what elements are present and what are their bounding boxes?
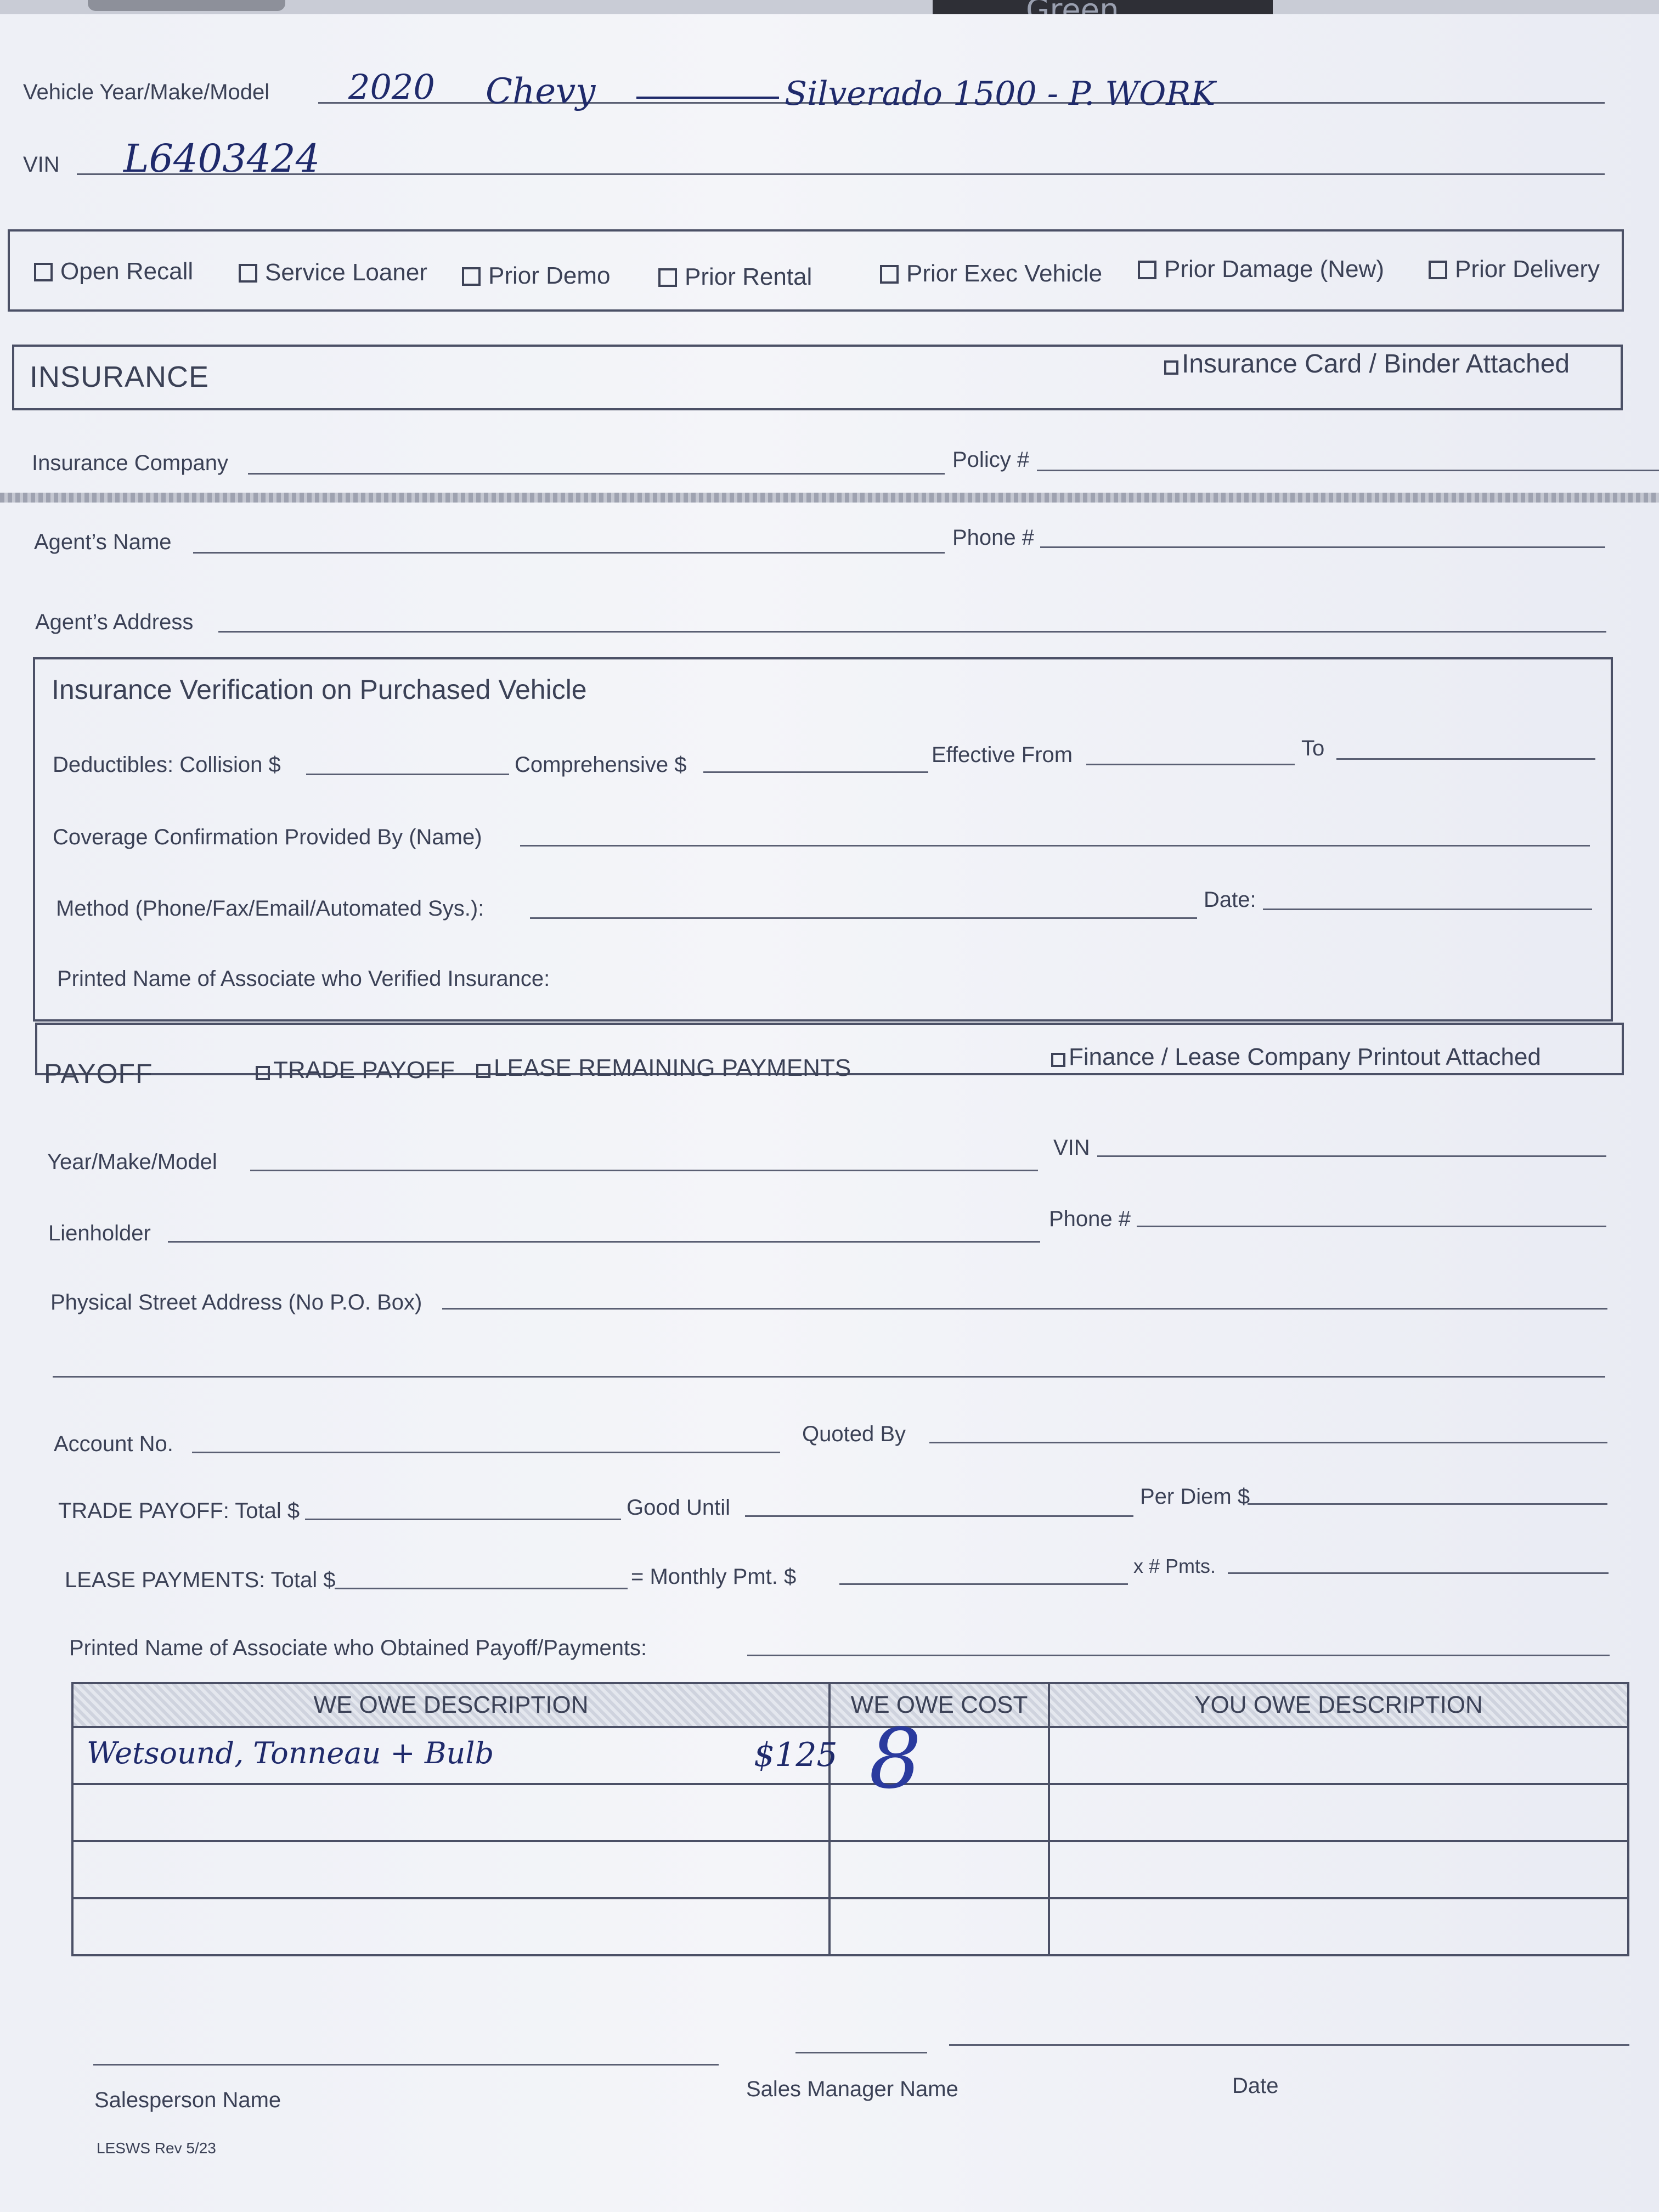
- payoff-heading: PAYOFF: [44, 1058, 153, 1089]
- payoff-ymm-label: Year/Make/Model: [47, 1150, 217, 1174]
- checkbox-prior-damage[interactable]: [1138, 256, 1384, 283]
- checkbox-label: Prior Delivery: [1455, 256, 1600, 283]
- to-label: To: [1301, 736, 1325, 760]
- lease-total-line: [335, 1588, 628, 1589]
- num-pmts-line: [1228, 1572, 1609, 1574]
- vin-label: VIN: [23, 153, 60, 177]
- deductibles-label: Deductibles: Collision $: [53, 753, 281, 777]
- checkbox-service-loaner[interactable]: [239, 259, 427, 286]
- checkbox-label: Prior Demo: [488, 262, 611, 289]
- photo-top-edge: [0, 0, 1659, 14]
- you-owe-desc-cell[interactable]: [1049, 1784, 1628, 1841]
- monthly-line: [839, 1583, 1128, 1585]
- we-owe-cost-handwritten: 8: [869, 1712, 922, 1807]
- checkbox-prior-demo[interactable]: [462, 262, 611, 290]
- table-row: [72, 1841, 1628, 1898]
- checkbox-icon: [880, 265, 899, 284]
- we-owe-cost-cell[interactable]: [830, 1898, 1049, 1955]
- we-owe-header-row: [72, 1683, 1628, 1727]
- payoff-vin-line: [1097, 1155, 1606, 1157]
- we-owe-desc-handwritten: Wetsound, Tonneau + Bulb: [87, 1736, 494, 1770]
- checkbox-prior-delivery[interactable]: [1429, 256, 1600, 283]
- method-line: [530, 917, 1197, 919]
- we-owe-desc-cell[interactable]: [72, 1898, 830, 1955]
- table-row: [72, 1898, 1628, 1955]
- coverage-label: Coverage Confirmation Provided By (Name): [53, 825, 482, 849]
- we-owe-desc-cell[interactable]: [72, 1841, 830, 1898]
- payoff-associate-label: Printed Name of Associate who Obtained Payoff/Payments:: [69, 1636, 647, 1660]
- good-until-label: Good Until: [627, 1496, 730, 1520]
- coverage-line: [520, 845, 1590, 847]
- checkbox-icon: [658, 268, 677, 287]
- checkbox-insurance-card[interactable]: [1164, 349, 1570, 379]
- vehicle-model-handwritten: Silverado 1500 - P. WORK: [785, 75, 1216, 113]
- method-label: Method (Phone/Fax/Email/Automated Sys.):: [56, 896, 484, 921]
- we-owe-description-header: WE OWE DESCRIPTION: [72, 1683, 830, 1727]
- checkbox-icon: [256, 1066, 270, 1080]
- lease-total-label: LEASE PAYMENTS: Total $: [65, 1568, 336, 1592]
- sales-manager-line: [795, 2052, 927, 2053]
- per-diem-label: Per Diem $: [1140, 1485, 1250, 1509]
- account-line: [192, 1452, 780, 1453]
- form-page: [0, 14, 1659, 2212]
- checkbox-label: Insurance Card / Binder Attached: [1182, 349, 1570, 379]
- we-owe-desc-cell[interactable]: [72, 1784, 830, 1841]
- you-owe-desc-cell[interactable]: [1049, 1841, 1628, 1898]
- policy-line: [1037, 470, 1659, 471]
- we-owe-cost-cell[interactable]: [830, 1841, 1049, 1898]
- checkbox-icon: [1164, 360, 1178, 375]
- address-line: [442, 1308, 1607, 1310]
- agent-phone-line: [1040, 546, 1605, 548]
- checkbox-open-recall[interactable]: [34, 258, 193, 285]
- agent-name-line: [193, 552, 945, 554]
- checkbox-icon: [239, 264, 257, 283]
- agent-phone-label: Phone #: [952, 526, 1035, 550]
- checkbox-label: Finance / Lease Company Printout Attached: [1069, 1043, 1541, 1070]
- fold-shadow: [0, 493, 1659, 503]
- you-owe-description-header: YOU OWE DESCRIPTION: [1049, 1683, 1628, 1727]
- checkbox-label: LEASE REMAINING PAYMENTS: [494, 1054, 851, 1081]
- agent-address-line: [218, 631, 1606, 633]
- checkbox-icon: [1051, 1053, 1065, 1067]
- checkbox-label: Service Loaner: [265, 259, 427, 286]
- payoff-ymm-line: [250, 1170, 1038, 1171]
- checkbox-icon: [476, 1064, 490, 1078]
- date-signature-label: Date: [1232, 2074, 1279, 2098]
- per-diem-line: [1248, 1503, 1607, 1505]
- vehicle-year-handwritten: 2020: [348, 67, 435, 107]
- checkbox-label: Prior Damage (New): [1164, 256, 1384, 283]
- checkbox-icon: [34, 263, 53, 281]
- checkbox-icon: [1138, 261, 1156, 279]
- comprehensive-label: Comprehensive $: [515, 753, 687, 777]
- checkbox-lease-remaining[interactable]: [476, 1054, 851, 1082]
- we-owe-desc-cell[interactable]: [72, 1727, 838, 1784]
- salesperson-line: [93, 2064, 719, 2066]
- checkbox-icon: [1429, 261, 1447, 279]
- trade-total-label: TRADE PAYOFF: Total $: [58, 1499, 300, 1523]
- comprehensive-line: [703, 771, 928, 773]
- payoff-vin-label: VIN: [1053, 1136, 1090, 1160]
- address-line-2: [53, 1376, 1605, 1378]
- checkbox-label: Prior Rental: [685, 263, 812, 290]
- date-signature-line: [949, 2044, 1629, 2046]
- collision-line: [306, 774, 509, 775]
- pen-clip: [88, 0, 285, 11]
- you-owe-desc-cell[interactable]: [1049, 1898, 1628, 1955]
- table-row: [72, 1784, 1628, 1841]
- vehicle-label: Vehicle Year/Make/Model: [23, 80, 270, 104]
- policy-label: Policy #: [952, 448, 1030, 472]
- vin-handwritten: L6403424: [123, 136, 320, 181]
- checkbox-label: Open Recall: [60, 258, 194, 285]
- checkbox-prior-rental[interactable]: [658, 263, 812, 291]
- insurance-company-line: [248, 473, 945, 475]
- agent-address-label: Agent’s Address: [35, 610, 194, 634]
- verified-by-label: Printed Name of Associate who Verified Insurance:: [57, 967, 550, 991]
- payoff-associate-line: [747, 1655, 1610, 1656]
- lienholder-line: [168, 1241, 1040, 1243]
- good-until-line: [745, 1515, 1133, 1517]
- checkbox-icon: [462, 267, 481, 286]
- lienholder-label: Lienholder: [48, 1221, 151, 1245]
- num-pmts-label: x # Pmts.: [1133, 1555, 1216, 1577]
- salesperson-label: Salesperson Name: [94, 2088, 281, 2112]
- date-label: Date:: [1204, 888, 1256, 912]
- you-owe-desc-cell[interactable]: [1049, 1727, 1628, 1784]
- quoted-by-label: Quoted By: [802, 1422, 906, 1446]
- effective-from-label: Effective From: [932, 743, 1073, 767]
- table-row: [72, 1727, 1628, 1784]
- monthly-label: = Monthly Pmt. $: [631, 1565, 797, 1589]
- checkbox-trade-payoff[interactable]: [256, 1057, 455, 1084]
- lienholder-phone-label: Phone #: [1049, 1207, 1131, 1231]
- checkbox-label: Prior Exec Vehicle: [906, 260, 1103, 287]
- trade-total-line: [305, 1519, 621, 1520]
- we-owe-cost-cell[interactable]: [830, 1784, 1049, 1841]
- effective-from-line: [1086, 764, 1295, 765]
- verification-title: Insurance Verification on Purchased Vehicle: [52, 674, 587, 705]
- date-line: [1263, 909, 1592, 910]
- account-label: Account No.: [54, 1432, 173, 1456]
- insurance-heading: INSURANCE: [30, 360, 210, 393]
- checkbox-printout-attached[interactable]: [1051, 1043, 1541, 1071]
- scratched-out-word: [636, 97, 779, 99]
- lienholder-phone-line: [1137, 1226, 1606, 1227]
- to-line: [1336, 758, 1595, 760]
- we-owe-amount-handwritten: $125: [754, 1736, 838, 1774]
- vehicle-make-handwritten: Chevy: [486, 71, 596, 112]
- we-owe-table: [71, 1682, 1629, 1956]
- sales-manager-label: Sales Manager Name: [746, 2077, 958, 2101]
- form-code: LESWS Rev 5/23: [97, 2140, 216, 2157]
- agent-name-label: Agent’s Name: [34, 530, 172, 554]
- insurance-company-label: Insurance Company: [32, 451, 228, 475]
- checkbox-prior-exec-vehicle[interactable]: [880, 260, 1102, 287]
- we-owe-cost-header: WE OWE COST: [830, 1683, 1049, 1727]
- quoted-by-line: [929, 1442, 1607, 1443]
- checkbox-label: TRADE PAYOFF: [273, 1057, 455, 1084]
- we-owe-cost-cell[interactable]: [830, 1712, 1049, 1807]
- address-label: Physical Street Address (No P.O. Box): [50, 1290, 422, 1314]
